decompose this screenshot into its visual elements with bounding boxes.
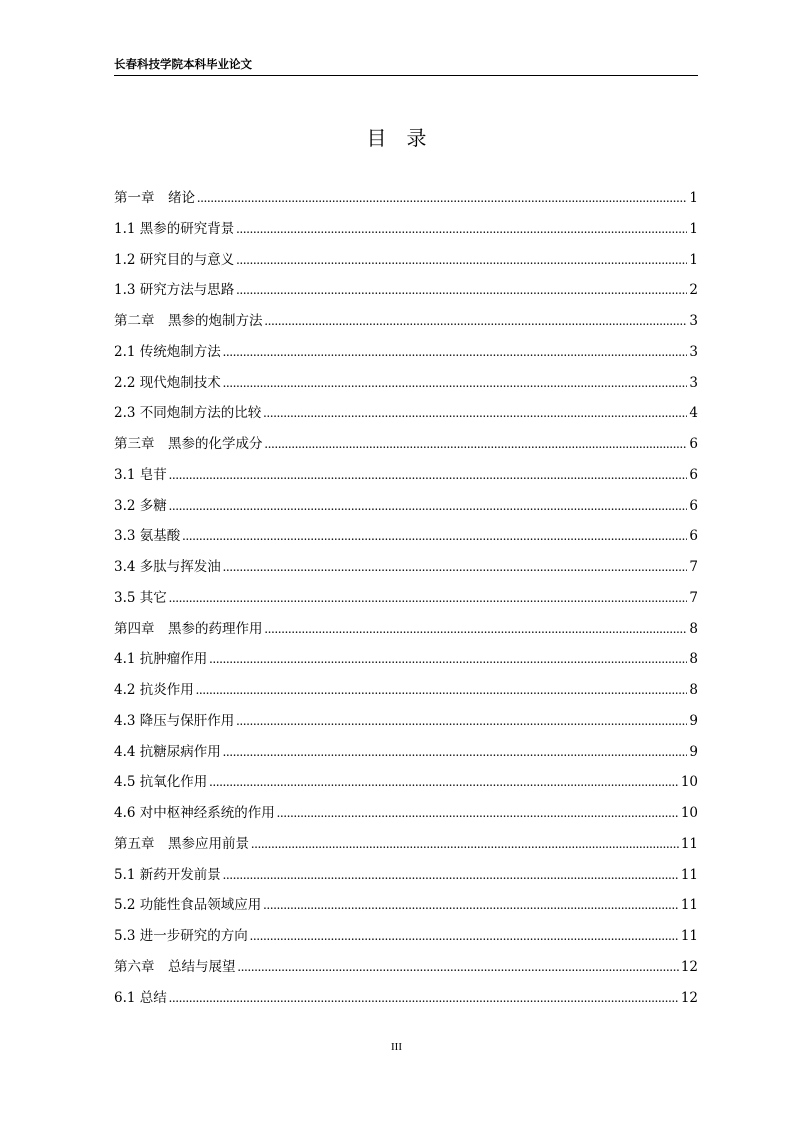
- toc-entry-label: 第二章 黑参的炮制方法: [114, 313, 263, 329]
- toc-entry-page: 3: [689, 313, 698, 329]
- toc-leader-dots: [265, 306, 688, 337]
- toc-entry-label: 4.5 抗氧化作用: [114, 774, 208, 791]
- toc-leader-dots: [277, 798, 679, 829]
- toc-entry-label: 3.3 氨基酸: [114, 528, 181, 545]
- page-header: [114, 57, 698, 76]
- toc-entry-label: 5.2 功能性食品领域应用: [114, 897, 262, 914]
- toc-entry-label: 第四章 黑参的药理作用: [114, 620, 263, 637]
- header-title: 长春科技学院本科毕业论文: [114, 57, 252, 71]
- toc-entry[interactable]: [114, 860, 698, 891]
- toc-entry[interactable]: [114, 706, 698, 737]
- toc-entry-page: 8: [689, 651, 698, 668]
- toc-leader-dots: [169, 491, 688, 522]
- toc-entry-label: 4.2 抗炎作用: [114, 682, 194, 698]
- toc-leader-dots: [197, 183, 687, 214]
- toc-leader-dots: [223, 737, 688, 768]
- toc-entry-page: 12: [680, 958, 698, 975]
- toc-entry-label: 3.1 皂苷: [114, 466, 167, 483]
- toc-entry-label: 第三章 黑参的化学成分: [114, 436, 263, 452]
- toc-leader-dots: [169, 460, 688, 491]
- toc-leader-dots: [223, 552, 688, 583]
- toc-entry[interactable]: [114, 983, 698, 1014]
- toc-entry[interactable]: [114, 521, 698, 552]
- toc-entry-label: 1.3 研究方法与思路: [114, 282, 235, 299]
- toc-leader-dots: [182, 521, 687, 552]
- toc-leader-dots: [169, 583, 688, 614]
- toc-entry-label: 4.1 抗肿瘤作用: [114, 651, 208, 668]
- toc-entry-page: 6: [689, 466, 698, 483]
- toc-entry-label: 1.2 研究目的与意义: [114, 251, 235, 268]
- toc-leader-dots: [236, 275, 687, 306]
- toc-entry[interactable]: [114, 552, 698, 583]
- toc-entry-page: 7: [689, 589, 698, 606]
- toc-entry-page: 11: [680, 866, 698, 883]
- toc-entry[interactable]: [114, 675, 698, 706]
- toc-entry[interactable]: [114, 767, 698, 798]
- toc-entry[interactable]: [114, 890, 698, 921]
- toc-entry-page: 12: [680, 989, 698, 1006]
- toc-entry-label: 3.4 多肽与挥发油: [114, 559, 221, 575]
- toc-entry-page: 6: [689, 497, 698, 514]
- toc-entry-label: 4.3 降压与保肝作用: [114, 712, 235, 729]
- toc-entry-page: 6: [689, 528, 698, 545]
- toc-entry[interactable]: [114, 337, 698, 368]
- toc-leader-dots: [209, 644, 687, 675]
- toc-entry[interactable]: [114, 214, 698, 245]
- toc-entry-page: 11: [680, 897, 698, 914]
- toc-entry[interactable]: [114, 491, 698, 522]
- toc-entry[interactable]: [114, 614, 698, 645]
- toc-entry-page: 10: [680, 774, 698, 791]
- toc-entry[interactable]: [114, 183, 698, 214]
- toc-entry-label: 第一章 绪论: [114, 190, 195, 206]
- toc-leader-dots: [223, 368, 688, 399]
- toc-leader-dots: [236, 214, 687, 245]
- toc-entry[interactable]: [114, 952, 698, 983]
- toc-entry-page: 8: [689, 620, 698, 637]
- toc-entry-page: 2: [689, 282, 698, 299]
- toc-entry-page: 4: [689, 405, 698, 422]
- toc-entry-page: 1: [689, 220, 698, 237]
- toc-leader-dots: [263, 890, 679, 921]
- toc-leader-dots: [263, 398, 687, 429]
- toc-leader-dots: [265, 614, 688, 645]
- toc-leader-dots: [169, 983, 679, 1014]
- toc-entry-label: 3.2 多糖: [114, 497, 167, 514]
- toc-entry-page: 1: [689, 190, 698, 206]
- toc-entry-label: 6.1 总结: [114, 989, 167, 1006]
- toc-entry-label: 4.6 对中枢神经系统的作用: [114, 805, 275, 821]
- page-title: 目录: [366, 126, 447, 150]
- toc-entry[interactable]: [114, 921, 698, 952]
- toc-leader-dots: [236, 245, 687, 276]
- toc-entry-page: 11: [680, 835, 698, 852]
- toc-entry[interactable]: [114, 275, 698, 306]
- toc-entry-label: 2.1 传统炮制方法: [114, 343, 221, 360]
- toc-entry[interactable]: [114, 306, 698, 337]
- toc-entry-page: 8: [689, 682, 698, 698]
- toc-entry-page: 1: [689, 251, 698, 268]
- toc-entry-page: 9: [689, 743, 698, 760]
- toc-entry[interactable]: [114, 398, 698, 429]
- toc-entry-page: 3: [689, 343, 698, 360]
- toc-entry[interactable]: [114, 737, 698, 768]
- toc-leader-dots: [196, 675, 688, 706]
- toc-entry-page: 6: [689, 436, 698, 452]
- toc-entry-page: 10: [680, 805, 698, 821]
- toc-leader-dots: [265, 429, 688, 460]
- toc-leader-dots: [223, 860, 679, 891]
- table-of-contents: [114, 183, 698, 1013]
- toc-entry[interactable]: [114, 644, 698, 675]
- toc-leader-dots: [238, 952, 679, 983]
- toc-entry-page: 9: [689, 712, 698, 729]
- toc-entry-label: 3.5 其它: [114, 589, 167, 606]
- toc-entry[interactable]: [114, 460, 698, 491]
- toc-leader-dots: [251, 829, 679, 860]
- toc-entry-label: 2.2 现代炮制技术: [114, 374, 221, 391]
- toc-leader-dots: [236, 706, 687, 737]
- toc-entry[interactable]: [114, 245, 698, 276]
- toc-entry-page: 11: [680, 928, 698, 944]
- toc-entry[interactable]: [114, 583, 698, 614]
- toc-leader-dots: [209, 767, 679, 798]
- toc-entry-label: 第五章 黑参应用前景: [114, 835, 249, 852]
- toc-entry[interactable]: [114, 429, 698, 460]
- toc-entry-page: 7: [689, 559, 698, 575]
- toc-entry-label: 4.4 抗糖尿病作用: [114, 743, 221, 760]
- toc-leader-dots: [250, 921, 679, 952]
- toc-entry-label: 5.1 新药开发前景: [114, 866, 221, 883]
- page-number: III: [391, 1041, 402, 1053]
- toc-entry-label: 2.3 不同炮制方法的比较: [114, 405, 262, 422]
- toc-entry-label: 第六章 总结与展望: [114, 958, 236, 975]
- toc-entry[interactable]: [114, 798, 698, 829]
- toc-entry-page: 3: [689, 374, 698, 391]
- toc-leader-dots: [223, 337, 688, 368]
- toc-entry[interactable]: [114, 368, 698, 399]
- toc-entry-label: 5.3 进一步研究的方向: [114, 928, 248, 944]
- toc-entry[interactable]: [114, 829, 698, 860]
- toc-entry-label: 1.1 黑参的研究背景: [114, 220, 235, 237]
